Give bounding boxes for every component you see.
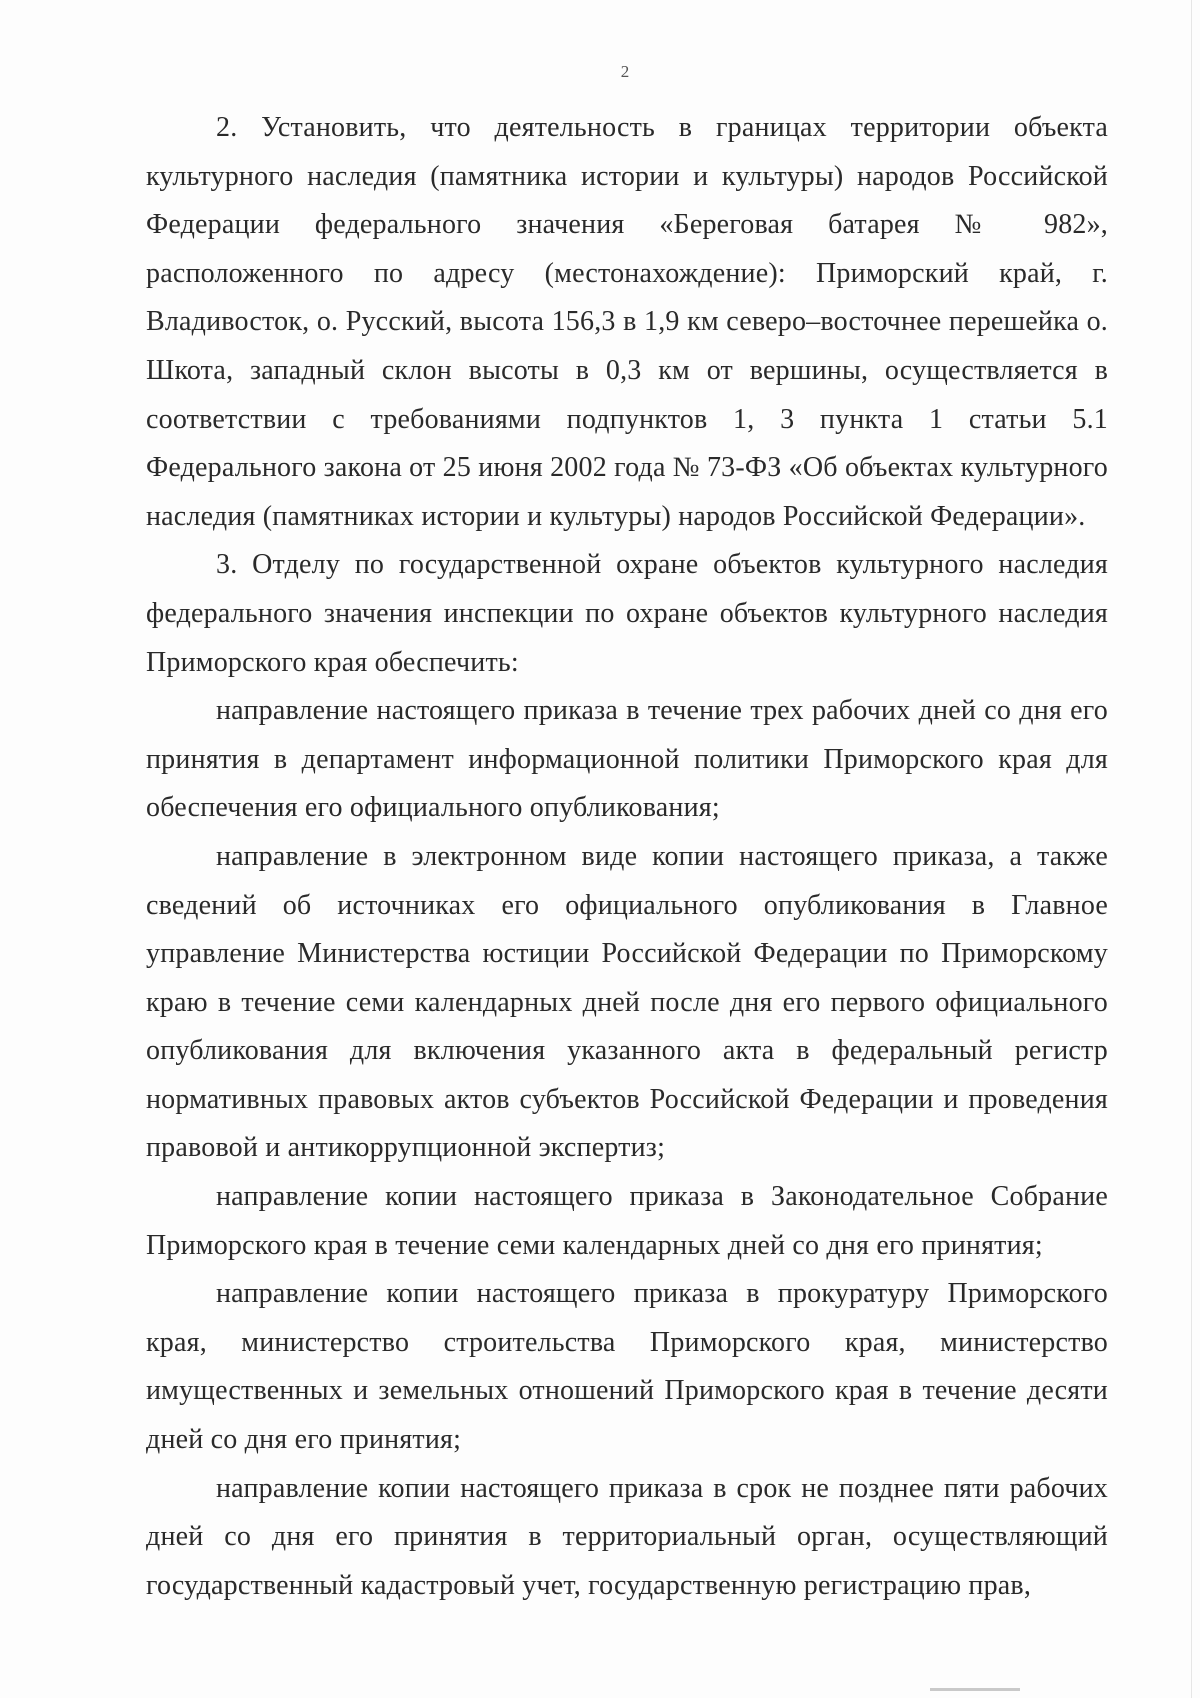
subparagraph-cadastral-authority: направление копии настоящего приказа в срок не позднее пяти рабочих дней со дня его принятия в территориальный орган, осуществляющий государственный кадастровый учет, государственную регистрацию прав, [146, 1472, 1108, 1601]
paragraph-item-3: 3. Отделу по государственной охране объектов культурного наследия федерального значения инспекции по охране объектов культурного наследия Приморского края обеспечить: [146, 549, 1108, 678]
scan-edge-line [1191, 0, 1192, 1698]
paragraph-item-2: 2. Установить, что деятельность в границах территории объекта культурного наследия (памятника истории и культуры) народов Российской Федерации федерального значения «Береговая батарея № 982», расположенного по адресу (местонахождение): Приморский край, г. Владивосток, о. Русский, высота 156,3 в 1,9 км северо–восточнее перешейка о. Шкота, западный склон высоты в 0,3 км от вершины, осуществляется в соответствии с требованиями подпунктов 1, 3 пункта 1 статьи 5.1 Федерального закона от 25 июня 2002 года № 73-ФЗ «Об объектах культурного наследия (памятниках истории и культуры) народов Российской Федерации». [146, 112, 1108, 532]
subparagraph-ministry-of-justice: направление в электронном виде копии настоящего приказа, а также сведений об источниках его официального опубликования в Главное управление Министерства юстиции Российской Федерации по Приморскому краю в течение семи календарных дней после дня его первого официального опубликования для включения указанного акта в федеральный регистр нормативных правовых актов субъектов Российской Федерации и проведения правовой и антикоррупционной экспертиз; [146, 840, 1108, 1164]
scan-artifact-mark [930, 1688, 1020, 1691]
document-body [146, 104, 1108, 1610]
subparagraph-legislative-assembly: направление копии настоящего приказа в Законодательное Собрание Приморского края в течение семи календарных дней со дня его принятия; [146, 1181, 1108, 1261]
subparagraph-publication: направление настоящего приказа в течение трех рабочих дней со дня его принятия в департамент информационной политики Приморского края для обеспечения его официального опубликования; [146, 695, 1108, 824]
subparagraph-prosecutor: направление копии настоящего приказа в прокуратуру Приморского края, министерство строительства Приморского края, министерство имущественных и земельных отношений Приморского края в течение десяти дней со дня его принятия; [146, 1278, 1108, 1456]
page-number: 2 [620, 62, 630, 81]
